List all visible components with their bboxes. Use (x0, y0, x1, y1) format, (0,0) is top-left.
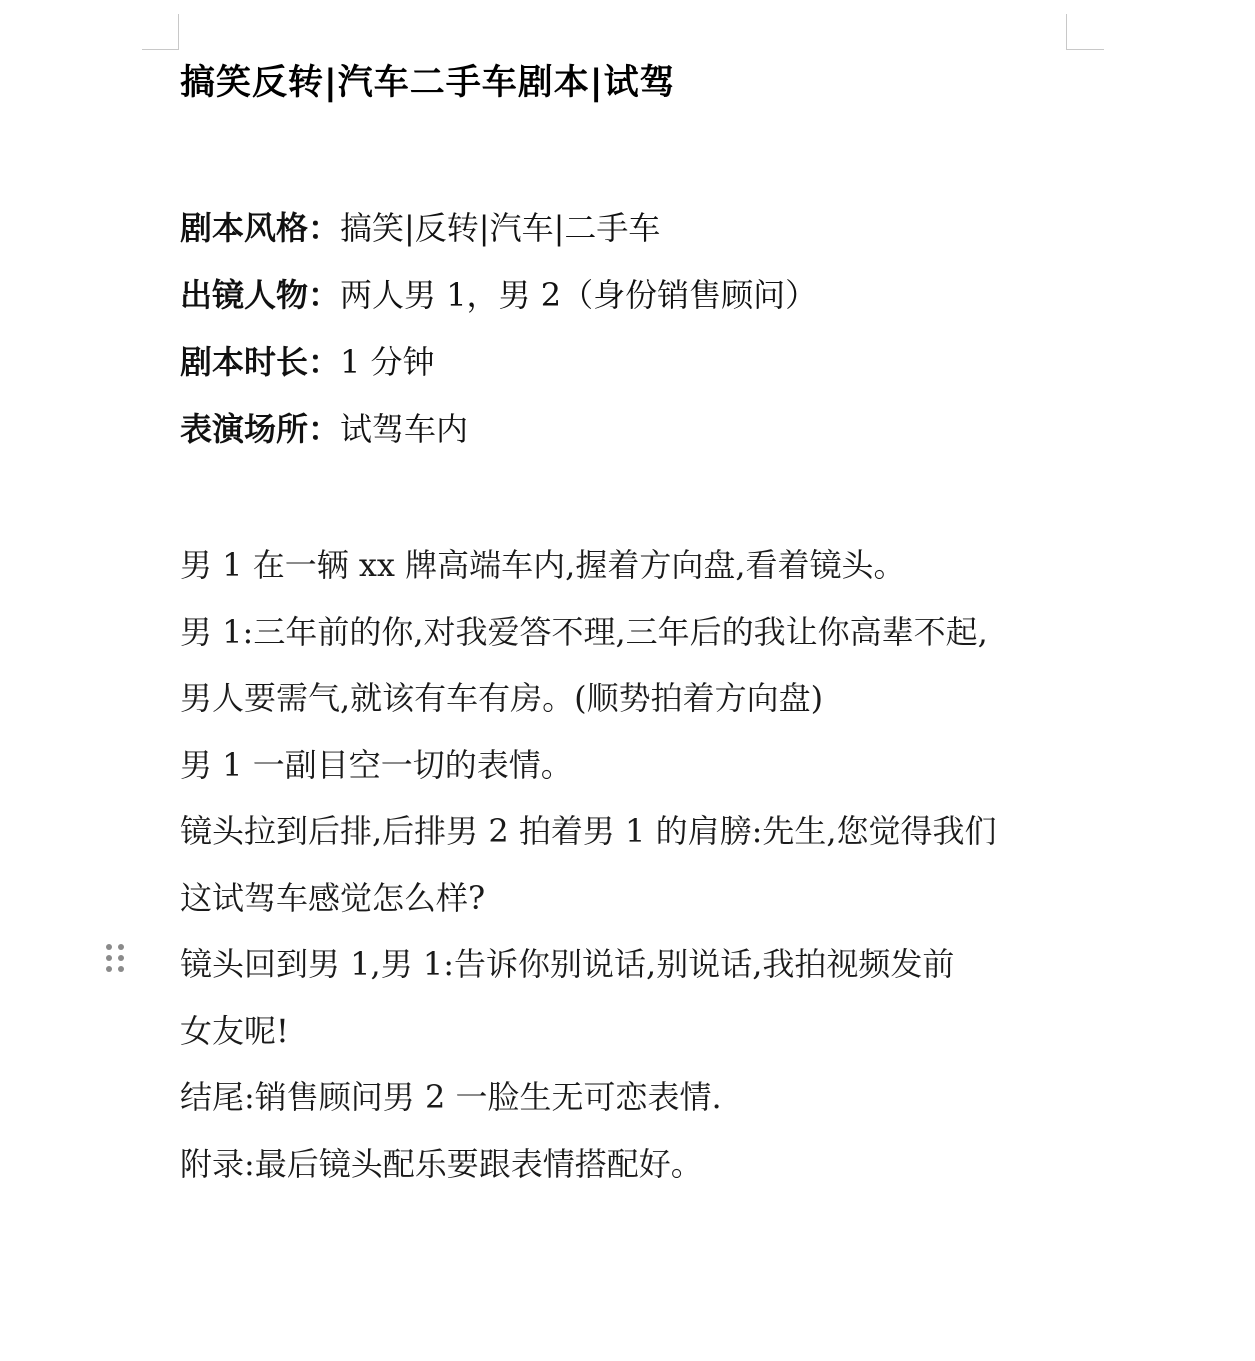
meta-row-duration[interactable] (180, 335, 1080, 402)
script-line[interactable]: 镜头拉到后排,后排男 2 拍着男 1 的肩膀:先生,您觉得我们 (180, 812, 997, 850)
script-line[interactable]: 女友呢! (180, 1011, 289, 1050)
script-meta (180, 201, 1080, 469)
drag-dot (106, 944, 112, 950)
script-body (180, 532, 1080, 1197)
meta-key: 剧本风格： (180, 209, 341, 247)
script-line[interactable]: 男 1 在一辆 xx 牌高端车内,握着方向盘,看着镜头。 (180, 546, 906, 584)
script-line[interactable]: 这试驾车感觉怎么样? (180, 878, 486, 917)
drag-handle-icon[interactable] (106, 944, 130, 974)
script-line[interactable]: 结尾:销售顾问男 2 一脸生无可恋表情. (180, 1078, 722, 1116)
drag-dot (118, 966, 124, 972)
page-corner-mark (1066, 14, 1067, 50)
script-line[interactable]: 附录:最后镜头配乐要跟表情搭配好。 (180, 1144, 703, 1183)
script-line[interactable]: 男 1:三年前的你,对我爱答不理,三年后的我让你高辈不起, (180, 612, 988, 651)
meta-value: 试驾车内 (340, 410, 469, 448)
meta-key: 出镜人物： (180, 276, 341, 314)
meta-row-style[interactable] (180, 201, 1080, 268)
meta-value: 搞笑|反转|汽车|二手车 (340, 209, 661, 247)
meta-key: 剧本时长： (180, 343, 341, 381)
meta-key: 表演场所： (180, 410, 341, 448)
drag-dot (106, 966, 112, 972)
page-corner-mark (178, 14, 179, 50)
page-corner-mark (1066, 49, 1104, 50)
drag-dot (118, 944, 124, 950)
meta-row-venue[interactable] (180, 402, 1080, 469)
document-title[interactable]: 搞笑反转|汽车二手车剧本|试驾 (180, 63, 676, 103)
meta-value: 1 分钟 (340, 343, 435, 381)
script-line[interactable]: 男人要需气,就该有车有房。(顺势拍着方向盘) (180, 679, 824, 717)
script-line[interactable]: 男 1 一副目空一切的表情。 (180, 745, 573, 784)
script-line[interactable]: 镜头回到男 1,男 1:告诉你别说话,别说话,我拍视频发前 (180, 945, 955, 983)
drag-dot (106, 955, 112, 961)
meta-value: 两人男 1，男 2（身份销售顾问） (340, 276, 818, 314)
meta-row-characters[interactable] (180, 268, 1080, 335)
drag-dot (118, 955, 124, 961)
page-corner-mark (142, 49, 179, 50)
